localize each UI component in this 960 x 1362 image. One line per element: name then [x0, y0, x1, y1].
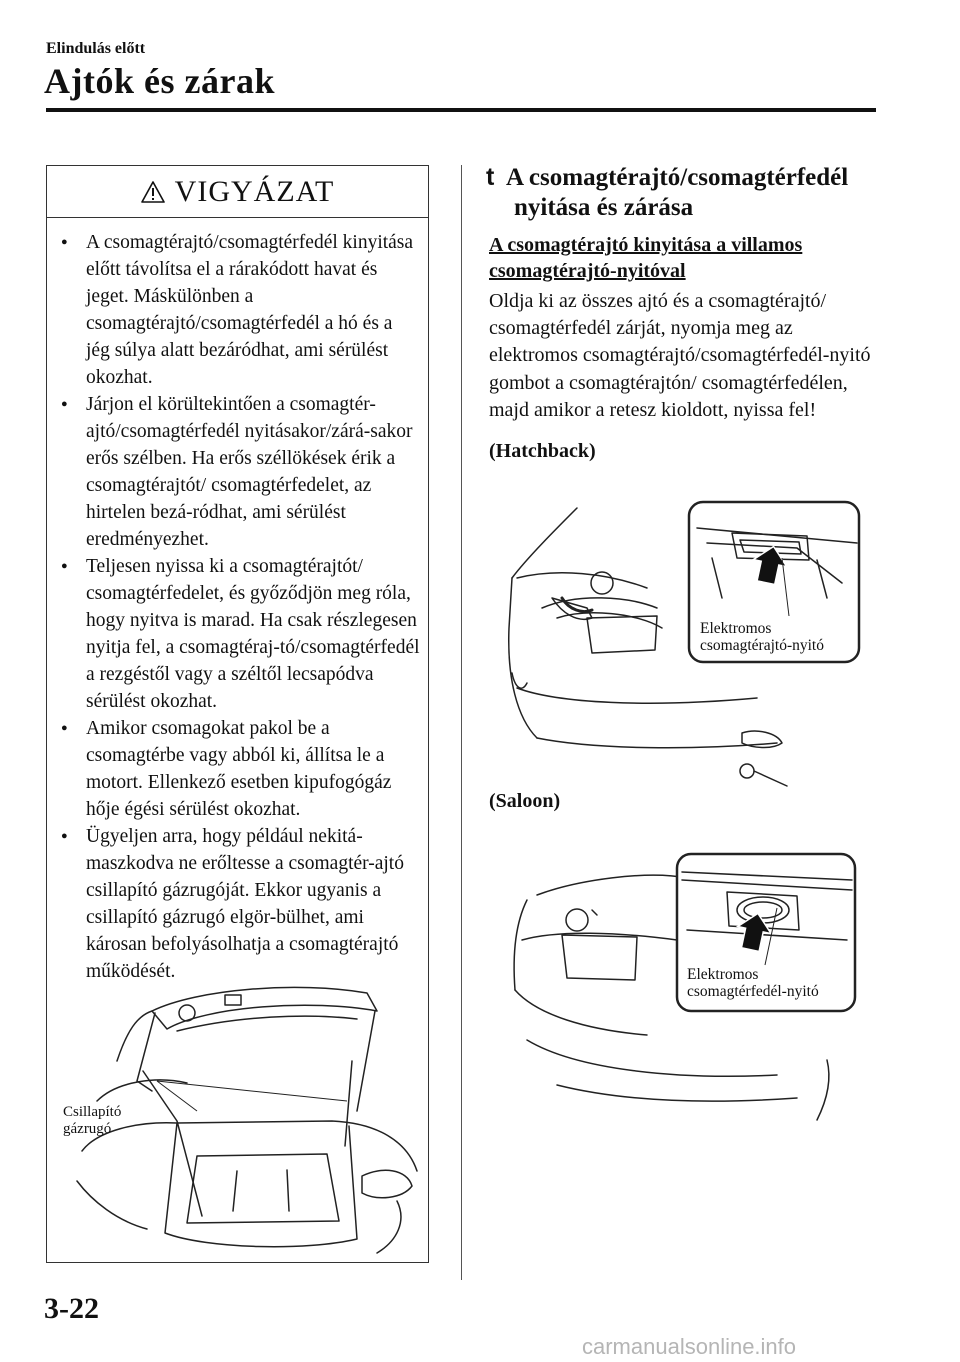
variant-label-saloon: (Saloon) [489, 790, 561, 812]
page-title: Ajtók és zárak [44, 61, 275, 101]
warning-box [46, 165, 429, 1263]
section-label: Elindulás előtt [46, 40, 146, 57]
warning-item: ● Ügyeljen arra, hogy például nekitá-maszkodva ne erőltesse a csomagtér-ajtó csillapító gázrugóját. Ekkor ugyanis a csillapító gázrugó elgör-bülhet, ami károsan befolyásolhatja a csomagtérajtó működését. [59, 823, 421, 985]
subheading: A csomagtérajtó kinyitása a villamos csomagtérajtó-nyitóval [489, 234, 803, 282]
warning-triangle-icon [141, 181, 165, 203]
warning-item: ● Járjon el körültekintően a csomagtér-ajtó/csomagtérfedél nyitásakor/zárá-sakor erős szélben. Ha erős széllökések érik a csomagtérajtót/ csomagtérfedelet, az hirtelen bezá-ródhat, ami sérülést eredményezhet. [59, 391, 421, 553]
warning-item: ● Amikor csomagokat pakol be a csomagtérbe vagy abból ki, állítsa le a motort. Ellenkező esetben kipufogógáz hője égési sérülést okozhat. [59, 715, 421, 823]
column-divider [461, 165, 462, 1280]
warning-list [59, 229, 421, 985]
warning-item: ● Teljesen nyissa ki a csomagtérajtót/ csomagtérfedelet, és győződjön meg róla, hogy nyitva is marad. Ha csak részlegesen nyitja fel, a csomagtéraj-tó/csomagtérfedél a rezgéstől vagy a széltől lecsapódva sérülést okozhat. [59, 553, 421, 715]
warning-header [47, 166, 428, 218]
hatchback-opener-callout: Elektromos csomagtérajtó-nyitó [700, 620, 824, 654]
body-paragraph: Oldja ki az összes ajtó és a csomagtérajtó/ csomagtérfedél zárját, nyomja meg az elektromos csomagtérajtó/csomagtérfedél-nyitó gombot a csomagtérajtón/ csomagtérfedélen, majd amikor a retesz kioldott, nyissa fel! [489, 290, 871, 421]
watermark: carmanualsonline.info [582, 1334, 797, 1359]
variant-label-hatchback: (Hatchback) [489, 440, 596, 462]
section-marker: t [486, 163, 495, 191]
section-heading: t A csomagtérajtó/csomagtérfedél nyitása és zárása [486, 163, 849, 221]
saloon-opener-callout: Elektromos csomagtérfedél-nyitó [687, 966, 819, 1000]
warning-title: VIGYÁZAT [174, 174, 335, 208]
warning-item: ● A csomagtérajtó/csomagtérfedél kinyitása előtt távolítsa el a rárakódott havat és jeget. Máskülönben a csomagtérajtó/csomagtérfedél a hó és a jég súlya alatt bezáródhat, ami sérülést okozhat. [59, 229, 421, 391]
page-number: 3-22 [44, 1292, 99, 1325]
gas-strut-callout: Csillapító gázrugó [63, 1104, 122, 1137]
header-rule [46, 108, 876, 112]
